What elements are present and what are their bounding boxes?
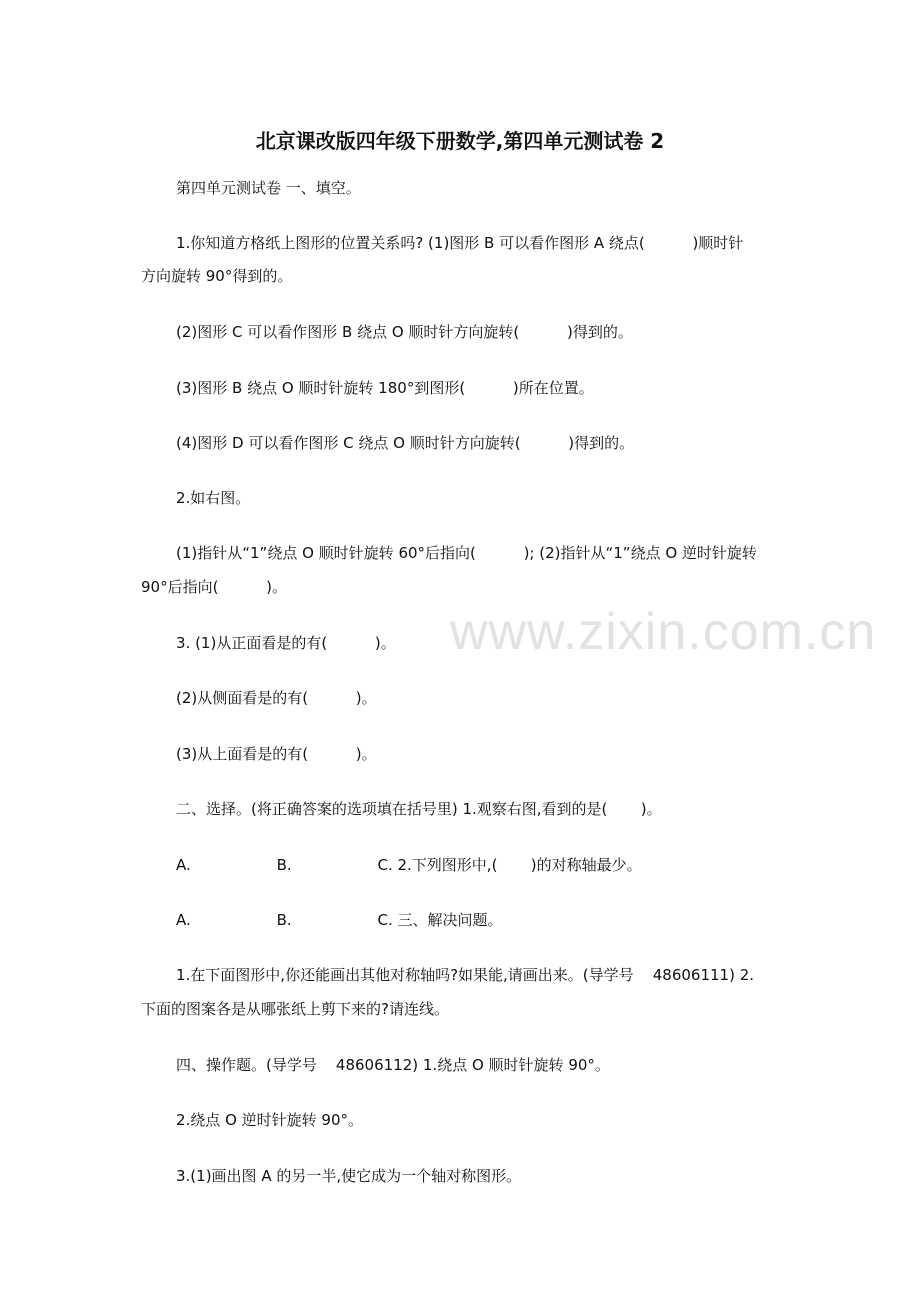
question-1-part-2: (2)图形 C 可以看作图形 B 绕点 O 顺时针方向旋转( )得到的。 xyxy=(176,323,633,341)
question-2-line-2: 90°后指向( )。 xyxy=(141,578,287,596)
question-3-part-2: (2)从侧面看是的有( )。 xyxy=(176,689,377,707)
question-2-line-1: (1)指针从“1”绕点 O 顺时针旋转 60°后指向( ); (2)指针从“1”绕点 O 逆时针旋转 xyxy=(176,544,757,562)
choice-options-2: A. B. C. 三、解决问题。 xyxy=(176,911,503,929)
problem-1-line-1: 1.在下面图形中,你还能画出其他对称轴吗?如果能,请画出来。(导学号 48606111) 2. xyxy=(176,966,755,984)
question-1-line-2: 方向旋转 90°得到的。 xyxy=(141,267,293,285)
question-3-part-1: 3. (1)从正面看是的有( )。 xyxy=(176,634,396,652)
problem-1-line-2: 下面的图案各是从哪张纸上剪下来的?请连线。 xyxy=(141,1000,449,1018)
question-1-line-1: 1.你知道方格纸上图形的位置关系吗? (1)图形 B 可以看作图形 A 绕点( )顺时针 xyxy=(176,234,744,252)
choice-options-1: A. B. C. 2.下列图形中,( )的对称轴最少。 xyxy=(176,856,642,874)
question-3-part-3: (3)从上面看是的有( )。 xyxy=(176,745,377,763)
question-1-part-4: (4)图形 D 可以看作图形 C 绕点 O 顺时针方向旋转( )得到的。 xyxy=(176,434,635,452)
question-2: 2.如右图。 xyxy=(176,489,251,507)
watermark-text: www.zixin.com.cn xyxy=(450,603,877,661)
operation-2: 2.绕点 O 逆时针旋转 90°。 xyxy=(176,1111,364,1129)
section-heading-operation: 四、操作题。(导学号 48606112) 1.绕点 O 顺时针旋转 90°。 xyxy=(176,1056,610,1074)
operation-3: 3.(1)画出图 A 的另一半,使它成为一个轴对称图形。 xyxy=(176,1167,522,1185)
section-heading-fill-blank: 第四单元测试卷 一、填空。 xyxy=(176,179,361,197)
document-title: 北京课改版四年级下册数学,第四单元测试卷 2 xyxy=(255,129,665,153)
section-heading-choice: 二、选择。(将正确答案的选项填在括号里) 1.观察右图,看到的是( )。 xyxy=(176,800,662,818)
question-1-part-3: (3)图形 B 绕点 O 顺时针旋转 180°到图形( )所在位置。 xyxy=(176,379,594,397)
